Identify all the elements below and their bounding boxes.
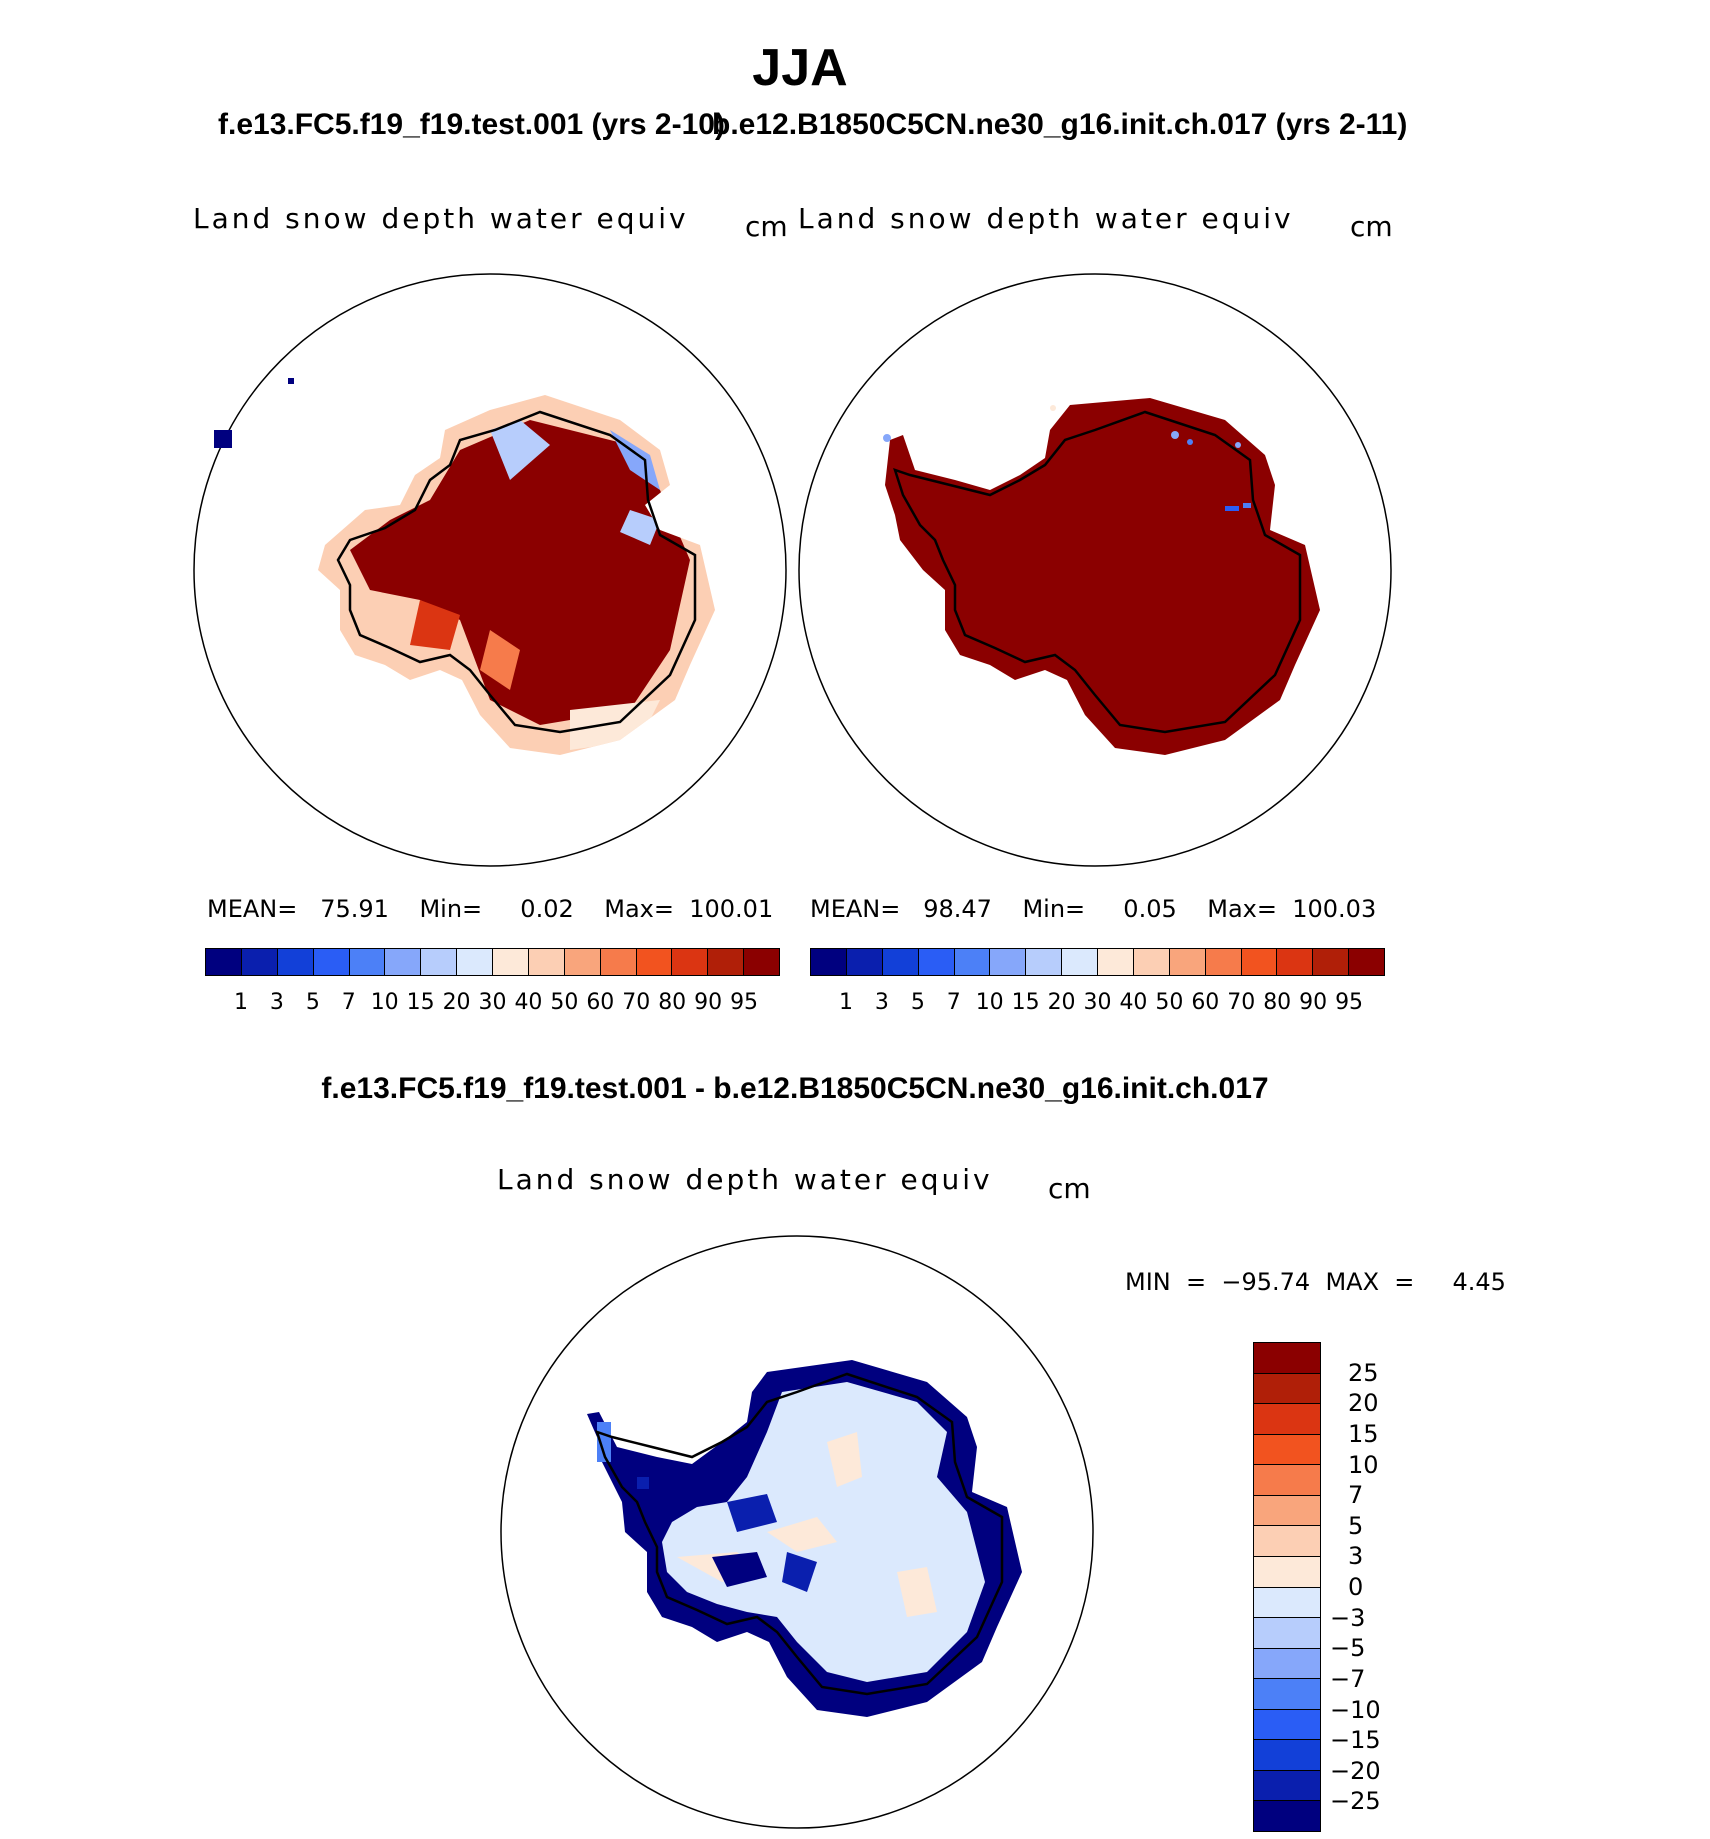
right-panel-stats: MEAN= 98.47 Min= 0.05 Max= 100.03 — [810, 895, 1377, 923]
right-colorbar-swatch — [883, 949, 919, 975]
left-colorbar-swatch — [206, 949, 242, 975]
right-colorbar-swatch — [1313, 949, 1349, 975]
right-colorbar-tick-label: 20 — [1047, 990, 1076, 1015]
left-colorbar-tick-label: 80 — [658, 990, 687, 1015]
left-colorbar-swatch — [314, 949, 350, 975]
left-colorbar-tick-label: 3 — [269, 990, 284, 1015]
left-colorbar-swatch — [744, 949, 779, 975]
diff-colorbar-swatch — [1254, 1557, 1320, 1588]
right-colorbar-tick-label: 80 — [1263, 990, 1292, 1015]
left-colorbar — [205, 948, 780, 976]
right-colorbar-tick-label: 30 — [1083, 990, 1112, 1015]
diff-colorbar-swatch — [1254, 1343, 1320, 1374]
left-panel-unit: cm — [745, 210, 788, 243]
right-colorbar-swatch — [990, 949, 1026, 975]
left-colorbar-tick-label: 95 — [730, 990, 759, 1015]
diff-colorbar-tick-label: 5 — [1348, 1511, 1364, 1540]
diff-colorbar-tick-label: 25 — [1348, 1358, 1379, 1387]
difference-colorbar-ticks — [1330, 1342, 1450, 1832]
right-case-title: b.e12.B1850C5CN.ne30_g16.init.ch.017 (yrs 2-11) — [712, 108, 1408, 141]
diff-colorbar-tick-label: −3 — [1330, 1603, 1366, 1632]
diff-colorbar-tick-label: 7 — [1348, 1481, 1364, 1510]
right-colorbar-tick-label: 70 — [1227, 990, 1256, 1015]
diff-colorbar-swatch — [1254, 1679, 1320, 1710]
diff-colorbar-swatch — [1254, 1465, 1320, 1496]
left-colorbar-tick-label: 90 — [694, 990, 723, 1015]
right-colorbar-tick-label: 50 — [1155, 990, 1184, 1015]
left-colorbar-tick-label: 40 — [514, 990, 543, 1015]
diff-panel-variable-label: Land snow depth water equiv — [497, 1163, 993, 1196]
left-colorbar-swatch — [242, 949, 278, 975]
diff-colorbar-swatch — [1254, 1435, 1320, 1466]
difference-colorbar — [1253, 1342, 1321, 1832]
right-colorbar-tick-label: 40 — [1119, 990, 1148, 1015]
diff-colorbar-tick-label: −15 — [1330, 1726, 1381, 1755]
right-colorbar — [810, 948, 1385, 976]
left-colorbar-tick-label: 15 — [406, 990, 435, 1015]
left-colorbar-tick-label: 60 — [586, 990, 615, 1015]
left-case-title: f.e13.FC5.f19_f19.test.001 (yrs 2-10) — [218, 108, 725, 141]
left-colorbar-tick-label: 50 — [550, 990, 579, 1015]
left-colorbar-swatch — [529, 949, 565, 975]
diff-colorbar-swatch — [1254, 1374, 1320, 1405]
left-colorbar-swatch — [708, 949, 744, 975]
left-colorbar-swatch — [350, 949, 386, 975]
diff-panel-stats: MIN = −95.74 MAX = 4.45 — [1125, 1268, 1506, 1296]
left-panel-variable-label: Land snow depth water equiv — [193, 202, 689, 235]
left-colorbar-ticks — [205, 990, 780, 1020]
left-colorbar-tick-label: 1 — [233, 990, 248, 1015]
right-colorbar-tick-label: 10 — [975, 990, 1004, 1015]
right-colorbar-tick-label: 90 — [1299, 990, 1328, 1015]
left-colorbar-swatch — [601, 949, 637, 975]
diff-colorbar-swatch — [1254, 1801, 1320, 1831]
left-colorbar-swatch — [421, 949, 457, 975]
right-colorbar-tick-label: 95 — [1335, 990, 1364, 1015]
right-colorbar-swatch — [847, 949, 883, 975]
right-colorbar-swatch — [1242, 949, 1278, 975]
left-colorbar-swatch — [385, 949, 421, 975]
diff-colorbar-swatch — [1254, 1588, 1320, 1619]
right-colorbar-swatch — [1062, 949, 1098, 975]
difference-polar-map — [497, 1232, 1097, 1832]
right-colorbar-ticks — [810, 990, 1385, 1020]
left-colorbar-tick-label: 30 — [478, 990, 507, 1015]
diff-colorbar-tick-label: −20 — [1330, 1756, 1381, 1785]
left-colorbar-tick-label: 5 — [305, 990, 320, 1015]
right-colorbar-tick-label: 1 — [838, 990, 853, 1015]
diff-colorbar-swatch — [1254, 1649, 1320, 1680]
right-colorbar-swatch — [1098, 949, 1134, 975]
right-colorbar-swatch — [1026, 949, 1062, 975]
diff-colorbar-tick-label: −7 — [1330, 1664, 1366, 1693]
diff-colorbar-tick-label: 3 — [1348, 1542, 1364, 1571]
difference-title: f.e13.FC5.f19_f19.test.001 - b.e12.B1850C5CN.ne30_g16.init.ch.017 — [321, 1072, 1269, 1105]
right-panel-variable-label: Land snow depth water equiv — [798, 202, 1294, 235]
right-colorbar-swatch — [919, 949, 955, 975]
right-colorbar-swatch — [955, 949, 991, 975]
diff-panel-unit: cm — [1048, 1172, 1091, 1205]
right-colorbar-swatch — [1206, 949, 1242, 975]
left-colorbar-swatch — [565, 949, 601, 975]
left-colorbar-tick-label: 10 — [370, 990, 399, 1015]
left-colorbar-swatch — [672, 949, 708, 975]
left-colorbar-swatch — [637, 949, 673, 975]
right-colorbar-tick-label: 60 — [1191, 990, 1220, 1015]
left-colorbar-swatch — [278, 949, 314, 975]
left-colorbar-swatch — [457, 949, 493, 975]
diff-colorbar-swatch — [1254, 1771, 1320, 1802]
right-colorbar-tick-label: 3 — [874, 990, 889, 1015]
diff-colorbar-tick-label: 15 — [1348, 1419, 1379, 1448]
left-colorbar-tick-label: 70 — [622, 990, 651, 1015]
left-polar-map — [190, 270, 790, 870]
diff-colorbar-swatch — [1254, 1710, 1320, 1741]
right-colorbar-swatch — [1277, 949, 1313, 975]
diff-colorbar-swatch — [1254, 1740, 1320, 1771]
right-colorbar-swatch — [811, 949, 847, 975]
left-colorbar-tick-label: 7 — [341, 990, 356, 1015]
right-colorbar-swatch — [1134, 949, 1170, 975]
diff-colorbar-tick-label: −5 — [1330, 1634, 1366, 1663]
right-colorbar-swatch — [1170, 949, 1206, 975]
right-colorbar-tick-label: 15 — [1011, 990, 1040, 1015]
diff-colorbar-tick-label: 10 — [1348, 1450, 1379, 1479]
right-panel-unit: cm — [1350, 210, 1393, 243]
left-colorbar-tick-label: 20 — [442, 990, 471, 1015]
right-colorbar-tick-label: 5 — [910, 990, 925, 1015]
diff-colorbar-tick-label: 20 — [1348, 1389, 1379, 1418]
diff-colorbar-tick-label: −10 — [1330, 1695, 1381, 1724]
left-panel-stats: MEAN= 75.91 Min= 0.02 Max= 100.01 — [207, 895, 774, 923]
right-polar-map — [795, 270, 1395, 870]
diff-colorbar-swatch — [1254, 1496, 1320, 1527]
left-colorbar-swatch — [493, 949, 529, 975]
right-colorbar-tick-label: 7 — [946, 990, 961, 1015]
diff-colorbar-tick-label: 0 — [1348, 1573, 1364, 1601]
diff-colorbar-swatch — [1254, 1618, 1320, 1649]
diff-colorbar-swatch — [1254, 1526, 1320, 1557]
diff-colorbar-swatch — [1254, 1404, 1320, 1435]
right-colorbar-swatch — [1349, 949, 1384, 975]
figure-title: JJA — [752, 39, 848, 97]
diff-colorbar-tick-label: −25 — [1330, 1787, 1381, 1816]
